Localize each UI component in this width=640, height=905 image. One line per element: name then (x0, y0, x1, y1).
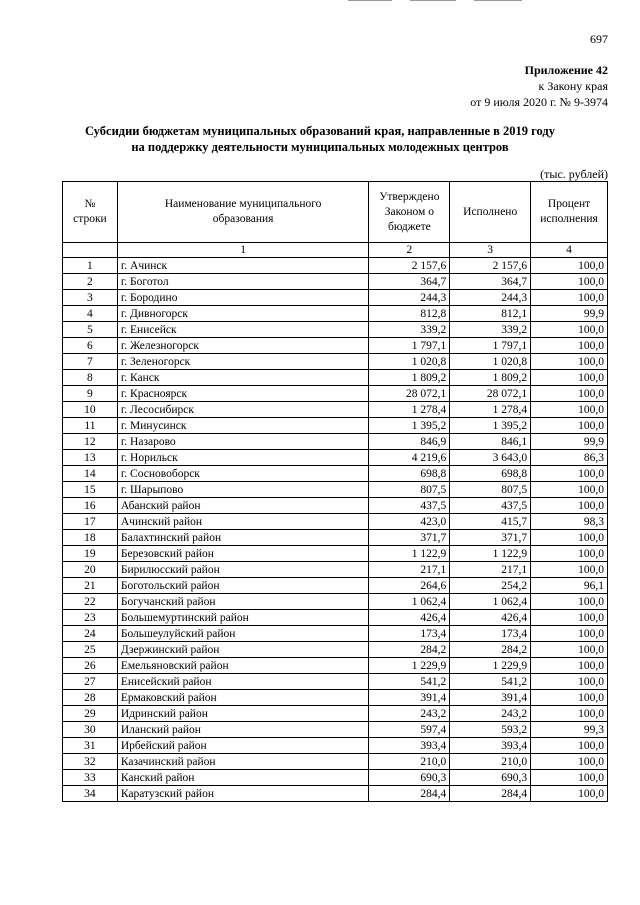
row-number-cell: 8 (63, 370, 118, 386)
approved-cell: 28 072,1 (369, 386, 450, 402)
executed-cell: 284,2 (450, 642, 531, 658)
row-number-cell: 20 (63, 562, 118, 578)
row-number-cell: 6 (63, 338, 118, 354)
executed-cell: 1 229,9 (450, 658, 531, 674)
executed-cell: 391,4 (450, 690, 531, 706)
approved-cell: 1 229,9 (369, 658, 450, 674)
percent-cell: 100,0 (531, 418, 608, 434)
index-cell: 2 (369, 243, 450, 258)
municipality-cell: Иланский район (117, 722, 369, 738)
table-row (63, 402, 608, 418)
executed-cell: 364,7 (450, 274, 531, 290)
row-number-cell: 34 (63, 786, 118, 802)
header-line: бюджете (387, 220, 431, 233)
header-line: Наименование муниципального (164, 198, 322, 210)
percent-cell: 100,0 (531, 786, 608, 802)
executed-cell: 541,2 (450, 674, 531, 690)
appendix-line: от 9 июля 2020 г. № 9-3974 (470, 95, 608, 109)
document-title (40, 123, 600, 155)
approved-cell: 1 278,4 (369, 402, 450, 418)
approved-cell: 244,3 (369, 290, 450, 306)
approved-cell: 210,0 (369, 754, 450, 770)
approved-cell: 1 395,2 (369, 418, 450, 434)
percent-cell: 100,0 (531, 658, 608, 674)
table-row (63, 322, 608, 338)
scan-edge-line (410, 0, 456, 1)
percent-cell: 100,0 (531, 322, 608, 338)
header-line: образования (212, 213, 274, 225)
appendix-title: Приложение 42 (524, 63, 608, 77)
executed-cell: 217,1 (450, 562, 531, 578)
municipality-cell: Ачинский район (117, 514, 369, 530)
municipality-cell: Ирбейский район (117, 738, 369, 754)
approved-cell: 698,8 (369, 466, 450, 482)
percent-cell: 100,0 (531, 258, 608, 274)
municipality-cell: г. Норильск (117, 450, 369, 466)
municipality-cell: Большеулуйский район (117, 626, 369, 642)
municipality-cell: г. Дивногорск (117, 306, 369, 322)
percent-cell: 100,0 (531, 562, 608, 578)
index-cell (63, 243, 118, 258)
table-row (63, 674, 608, 690)
municipality-cell: г. Бородино (117, 290, 369, 306)
table-row (63, 418, 608, 434)
row-number-cell: 9 (63, 386, 118, 402)
header-line: Процент (547, 198, 591, 210)
row-number-cell: 15 (63, 482, 118, 498)
percent-cell: 100,0 (531, 690, 608, 706)
row-number-cell: 21 (63, 578, 118, 594)
approved-cell: 217,1 (369, 562, 450, 578)
municipality-cell: Абанский район (117, 498, 369, 514)
executed-cell: 426,4 (450, 610, 531, 626)
header-line: Законом о (384, 205, 434, 218)
municipality-cell: г. Боготол (117, 274, 369, 290)
header-percent (531, 182, 608, 243)
approved-cell: 807,5 (369, 482, 450, 498)
executed-cell: 1 797,1 (450, 338, 531, 354)
approved-cell: 812,8 (369, 306, 450, 322)
executed-cell: 210,0 (450, 754, 531, 770)
municipality-cell: Бирилюсский район (117, 562, 369, 578)
table-header-row (63, 182, 608, 243)
table-row (63, 738, 608, 754)
approved-cell: 1 809,2 (369, 370, 450, 386)
municipality-cell: г. Канск (117, 370, 369, 386)
percent-cell: 100,0 (531, 642, 608, 658)
row-number-cell: 25 (63, 642, 118, 658)
executed-cell: 371,7 (450, 530, 531, 546)
municipality-cell: Каратузский район (117, 786, 369, 802)
percent-cell: 100,0 (531, 338, 608, 354)
percent-cell: 100,0 (531, 738, 608, 754)
approved-cell: 393,4 (369, 738, 450, 754)
table-row (63, 562, 608, 578)
approved-cell: 2 157,6 (369, 258, 450, 274)
executed-cell: 437,5 (450, 498, 531, 514)
municipality-cell: г. Ачинск (117, 258, 369, 274)
percent-cell: 99,9 (531, 434, 608, 450)
executed-cell: 393,4 (450, 738, 531, 754)
percent-cell: 86,3 (531, 450, 608, 466)
approved-cell: 846,9 (369, 434, 450, 450)
appendix-block (470, 62, 608, 110)
approved-cell: 690,3 (369, 770, 450, 786)
approved-cell: 371,7 (369, 530, 450, 546)
percent-cell: 100,0 (531, 354, 608, 370)
executed-cell: 1 278,4 (450, 402, 531, 418)
row-number-cell: 33 (63, 770, 118, 786)
table-row (63, 466, 608, 482)
approved-cell: 364,7 (369, 274, 450, 290)
municipality-cell: г. Назарово (117, 434, 369, 450)
executed-cell: 173,4 (450, 626, 531, 642)
percent-cell: 100,0 (531, 770, 608, 786)
table-row (63, 258, 608, 274)
index-cell: 3 (450, 243, 531, 258)
executed-cell: 807,5 (450, 482, 531, 498)
row-number-cell: 19 (63, 546, 118, 562)
municipality-cell: Енисейский район (117, 674, 369, 690)
table-row (63, 722, 608, 738)
subsidy-table (62, 181, 608, 802)
municipality-cell: г. Шарыпово (117, 482, 369, 498)
table-row (63, 546, 608, 562)
row-number-cell: 23 (63, 610, 118, 626)
row-number-cell: 18 (63, 530, 118, 546)
percent-cell: 100,0 (531, 466, 608, 482)
row-number-cell: 11 (63, 418, 118, 434)
executed-cell: 415,7 (450, 514, 531, 530)
percent-cell: 100,0 (531, 546, 608, 562)
executed-cell: 1 395,2 (450, 418, 531, 434)
percent-cell: 99,3 (531, 722, 608, 738)
row-number-cell: 31 (63, 738, 118, 754)
approved-cell: 1 020,8 (369, 354, 450, 370)
header-row-number (63, 182, 118, 243)
table-row (63, 658, 608, 674)
approved-cell: 173,4 (369, 626, 450, 642)
approved-cell: 4 219,6 (369, 450, 450, 466)
table-row (63, 642, 608, 658)
table-row (63, 578, 608, 594)
scan-edge-line (474, 0, 522, 1)
percent-cell: 100,0 (531, 370, 608, 386)
percent-cell: 100,0 (531, 610, 608, 626)
row-number-cell: 1 (63, 258, 118, 274)
approved-cell: 1 797,1 (369, 338, 450, 354)
row-number-cell: 14 (63, 466, 118, 482)
page-number: 697 (590, 32, 608, 46)
percent-cell: 100,0 (531, 498, 608, 514)
table-row (63, 626, 608, 642)
municipality-cell: г. Зеленогорск (117, 354, 369, 370)
municipality-cell: г. Железногорск (117, 338, 369, 354)
row-number-cell: 29 (63, 706, 118, 722)
municipality-cell: Большемуртинский район (117, 610, 369, 626)
executed-cell: 812,1 (450, 306, 531, 322)
row-number-cell: 28 (63, 690, 118, 706)
row-number-cell: 12 (63, 434, 118, 450)
municipality-cell: Казачинский район (117, 754, 369, 770)
table-row (63, 690, 608, 706)
table-row (63, 754, 608, 770)
percent-cell: 100,0 (531, 402, 608, 418)
municipality-cell: Емельяновский район (117, 658, 369, 674)
approved-cell: 1 122,9 (369, 546, 450, 562)
table-row (63, 706, 608, 722)
approved-cell: 243,2 (369, 706, 450, 722)
executed-cell: 1 062,4 (450, 594, 531, 610)
approved-cell: 597,4 (369, 722, 450, 738)
municipality-cell: Балахтинский район (117, 530, 369, 546)
table-row (63, 514, 608, 530)
approved-cell: 339,2 (369, 322, 450, 338)
municipality-cell: г. Енисейск (117, 322, 369, 338)
approved-cell: 423,0 (369, 514, 450, 530)
executed-cell: 846,1 (450, 434, 531, 450)
percent-cell: 100,0 (531, 626, 608, 642)
header-approved (369, 182, 450, 243)
percent-cell: 99,9 (531, 306, 608, 322)
executed-cell: 28 072,1 (450, 386, 531, 402)
municipality-cell: Канский район (117, 770, 369, 786)
row-number-cell: 2 (63, 274, 118, 290)
table-row (63, 770, 608, 786)
table-row (63, 498, 608, 514)
approved-cell: 1 062,4 (369, 594, 450, 610)
row-number-cell: 4 (63, 306, 118, 322)
percent-cell: 100,0 (531, 754, 608, 770)
header-municipality (117, 182, 369, 243)
approved-cell: 391,4 (369, 690, 450, 706)
header-line: Утверждено (379, 190, 440, 203)
executed-cell: 243,2 (450, 706, 531, 722)
table-row (63, 482, 608, 498)
municipality-cell: Ермаковский район (117, 690, 369, 706)
unit-label: (тыс. рублей) (540, 167, 608, 181)
table-row (63, 386, 608, 402)
document-title-line: Субсидии бюджетам муниципальных образований края, направленные в 2019 году (84, 124, 556, 138)
percent-cell: 100,0 (531, 274, 608, 290)
table-row (63, 530, 608, 546)
header-line: исполнения (540, 213, 598, 225)
percent-cell: 100,0 (531, 706, 608, 722)
header-line: Исполнено (463, 205, 518, 218)
municipality-cell: г. Красноярск (117, 386, 369, 402)
percent-cell: 100,0 (531, 386, 608, 402)
executed-cell: 1 809,2 (450, 370, 531, 386)
municipality-cell: г. Лесосибирск (117, 402, 369, 418)
row-number-cell: 26 (63, 658, 118, 674)
row-number-cell: 24 (63, 626, 118, 642)
percent-cell: 96,1 (531, 578, 608, 594)
table-row (63, 786, 608, 802)
executed-cell: 254,2 (450, 578, 531, 594)
percent-cell: 100,0 (531, 594, 608, 610)
municipality-cell: Богучанский район (117, 594, 369, 610)
table-row (63, 594, 608, 610)
row-number-cell: 3 (63, 290, 118, 306)
row-number-cell: 27 (63, 674, 118, 690)
header-line: № (84, 198, 96, 210)
municipality-cell: г. Сосновоборск (117, 466, 369, 482)
table-row (63, 338, 608, 354)
municipality-cell: Идринский район (117, 706, 369, 722)
executed-cell: 244,3 (450, 290, 531, 306)
column-index-row (63, 243, 608, 258)
executed-cell: 1 122,9 (450, 546, 531, 562)
approved-cell: 541,2 (369, 674, 450, 690)
approved-cell: 284,2 (369, 642, 450, 658)
header-line: строки (73, 213, 107, 225)
percent-cell: 98,3 (531, 514, 608, 530)
row-number-cell: 7 (63, 354, 118, 370)
table-row (63, 450, 608, 466)
executed-cell: 2 157,6 (450, 258, 531, 274)
percent-cell: 100,0 (531, 482, 608, 498)
index-cell: 4 (531, 243, 608, 258)
executed-cell: 698,8 (450, 466, 531, 482)
row-number-cell: 5 (63, 322, 118, 338)
executed-cell: 593,2 (450, 722, 531, 738)
percent-cell: 100,0 (531, 290, 608, 306)
table-row (63, 274, 608, 290)
header-executed (450, 182, 531, 243)
executed-cell: 284,4 (450, 786, 531, 802)
table-row (63, 306, 608, 322)
approved-cell: 284,4 (369, 786, 450, 802)
approved-cell: 426,4 (369, 610, 450, 626)
percent-cell: 100,0 (531, 530, 608, 546)
row-number-cell: 32 (63, 754, 118, 770)
municipality-cell: Боготольский район (117, 578, 369, 594)
approved-cell: 264,6 (369, 578, 450, 594)
row-number-cell: 30 (63, 722, 118, 738)
municipality-cell: г. Минусинск (117, 418, 369, 434)
approved-cell: 437,5 (369, 498, 450, 514)
row-number-cell: 13 (63, 450, 118, 466)
table-row (63, 370, 608, 386)
executed-cell: 1 020,8 (450, 354, 531, 370)
row-number-cell: 16 (63, 498, 118, 514)
executed-cell: 3 643,0 (450, 450, 531, 466)
table-row (63, 434, 608, 450)
scan-edge-line (348, 0, 392, 1)
index-cell: 1 (117, 243, 369, 258)
appendix-line: к Закону края (538, 79, 608, 93)
municipality-cell: Березовский район (117, 546, 369, 562)
table-row (63, 354, 608, 370)
municipality-cell: Дзержинский район (117, 642, 369, 658)
row-number-cell: 10 (63, 402, 118, 418)
table-row (63, 290, 608, 306)
table-row (63, 610, 608, 626)
document-title-line: на поддержку деятельности муниципальных молодежных центров (131, 140, 509, 154)
percent-cell: 100,0 (531, 674, 608, 690)
row-number-cell: 22 (63, 594, 118, 610)
executed-cell: 690,3 (450, 770, 531, 786)
executed-cell: 339,2 (450, 322, 531, 338)
row-number-cell: 17 (63, 514, 118, 530)
